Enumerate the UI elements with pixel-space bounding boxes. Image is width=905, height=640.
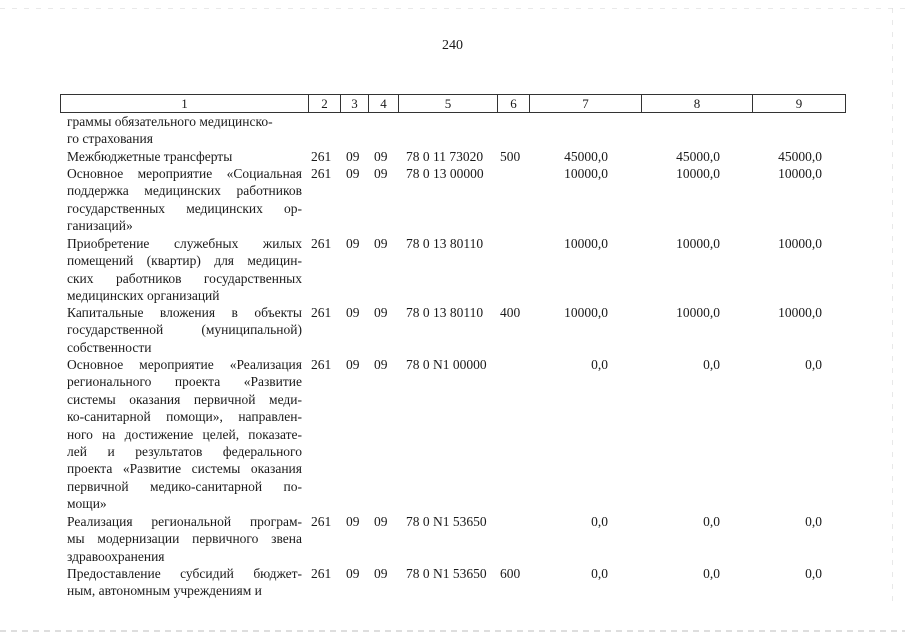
cell-col-4: 09 <box>374 149 388 164</box>
row-description <box>67 565 302 600</box>
column-header-9: 9 <box>752 95 845 112</box>
cell-col-3: 09 <box>346 357 360 372</box>
cell-col-3: 09 <box>346 305 360 320</box>
cell-col-8: 45000,0 <box>676 149 720 164</box>
cell-col-7: 10000,0 <box>564 166 608 181</box>
cell-col-8: 10000,0 <box>676 305 720 320</box>
cell-col-6: 500 <box>500 149 521 164</box>
cell-col-7: 45000,0 <box>564 149 608 164</box>
description-line: Приобретение служебных жилых <box>67 236 302 251</box>
row-description <box>67 235 302 305</box>
cell-col-8: 0,0 <box>703 357 720 372</box>
cell-col-5: 78 0 13 80110 <box>406 236 484 251</box>
description-line: лей и результатов федерального <box>67 444 302 460</box>
description-line: помещений (квартир) для медицин- <box>67 253 302 269</box>
description-line: поддержка медицинских работников <box>67 183 302 199</box>
cell-col-2: 261 <box>311 236 332 251</box>
description-line: Предоставление субсидий бюджет- <box>67 566 302 581</box>
cell-col-7: 10000,0 <box>564 236 608 251</box>
cell-col-9: 10000,0 <box>778 166 822 181</box>
cell-col-4: 09 <box>374 514 388 529</box>
cell-col-9: 10000,0 <box>778 236 822 251</box>
row-description <box>67 356 302 513</box>
cell-col-3: 09 <box>346 566 360 581</box>
cell-col-5: 78 0 N1 53650 <box>406 566 487 581</box>
cell-col-4: 09 <box>374 236 388 251</box>
cell-col-2: 261 <box>311 514 332 529</box>
description-line: собственности <box>67 339 152 355</box>
description-line: мощи» <box>67 496 107 512</box>
cell-col-3: 09 <box>346 236 360 251</box>
description-line: системы оказания первичной меди- <box>67 391 302 407</box>
row-description <box>67 513 302 565</box>
page-number: 240 <box>442 38 463 53</box>
description-line: ного на достижение целей, показате- <box>67 426 302 442</box>
cell-col-2: 261 <box>311 357 332 372</box>
cell-col-2: 261 <box>311 149 332 164</box>
description-line: ганизаций» <box>67 218 133 234</box>
cell-col-6: 400 <box>500 305 521 320</box>
cell-col-7: 0,0 <box>591 566 608 581</box>
description-line: ным, автономным учреждениям и <box>67 583 262 599</box>
column-header-8: 8 <box>641 95 752 112</box>
table-header <box>60 94 846 113</box>
description-line: медицинских организаций <box>67 288 220 304</box>
description-line: государственных медицинских ор- <box>67 200 302 216</box>
cell-col-4: 09 <box>374 357 388 372</box>
cell-col-9: 10000,0 <box>778 305 822 320</box>
description-line: Межбюджетные трансферты <box>67 149 233 164</box>
column-header-6: 6 <box>497 95 529 112</box>
cell-col-3: 09 <box>346 514 360 529</box>
cell-col-2: 261 <box>311 566 332 581</box>
column-header-1: 1 <box>181 96 188 111</box>
cell-col-5: 78 0 N1 53650 <box>406 514 487 529</box>
description-line: государственной (муниципальной) <box>67 322 302 338</box>
row-description <box>67 113 302 148</box>
cell-col-7: 0,0 <box>591 514 608 529</box>
description-line: ских работников государственных <box>67 270 302 286</box>
cell-col-8: 0,0 <box>703 514 720 529</box>
cell-col-9: 0,0 <box>805 566 822 581</box>
row-description <box>67 148 302 165</box>
column-header-5: 5 <box>398 95 497 112</box>
cell-col-5: 78 0 13 00000 <box>406 166 484 181</box>
cell-col-3: 09 <box>346 166 360 181</box>
cell-col-7: 10000,0 <box>564 305 608 320</box>
column-header-3: 3 <box>340 95 368 112</box>
column-header-2: 2 <box>308 95 340 112</box>
cell-col-8: 10000,0 <box>676 236 720 251</box>
cell-col-2: 261 <box>311 166 332 181</box>
column-header-7: 7 <box>529 95 641 112</box>
description-line: проекта «Развитие системы оказания <box>67 461 302 477</box>
cell-col-5: 78 0 N1 00000 <box>406 357 487 372</box>
cell-col-3: 09 <box>346 149 360 164</box>
description-line: го страхования <box>67 131 153 147</box>
cell-col-4: 09 <box>374 305 388 320</box>
description-line: Основное мероприятие «Социальная <box>67 166 302 181</box>
cell-col-2: 261 <box>311 305 332 320</box>
row-description <box>67 165 302 235</box>
cell-col-8: 10000,0 <box>676 166 720 181</box>
description-line: Основное мероприятие «Реализация <box>67 357 302 372</box>
description-line: здравоохранения <box>67 548 165 564</box>
description-line: регионального проекта «Развитие <box>67 374 302 390</box>
cell-col-9: 45000,0 <box>778 149 822 164</box>
column-header-4: 4 <box>368 95 398 112</box>
row-description <box>67 304 302 356</box>
cell-col-6: 600 <box>500 566 521 581</box>
description-line: Капитальные вложения в объекты <box>67 305 302 320</box>
description-line: Реализация региональной програм- <box>67 514 302 529</box>
cell-col-7: 0,0 <box>591 357 608 372</box>
cell-col-9: 0,0 <box>805 514 822 529</box>
description-line: первичной медико-санитарной по- <box>67 478 302 494</box>
cell-col-9: 0,0 <box>805 357 822 372</box>
scan-artifact-top <box>0 8 905 9</box>
description-line: граммы обязательного медицинско- <box>67 114 273 129</box>
description-line: мы модернизации первичного звена <box>67 531 302 547</box>
cell-col-8: 0,0 <box>703 566 720 581</box>
cell-col-4: 09 <box>374 566 388 581</box>
cell-col-4: 09 <box>374 166 388 181</box>
scan-artifact-right <box>892 8 893 608</box>
scan-artifact-bottom <box>0 630 905 632</box>
cell-col-5: 78 0 13 80110 <box>406 305 484 320</box>
description-line: ко-санитарной помощи», направлен- <box>67 409 302 425</box>
cell-col-5: 78 0 11 73020 <box>406 149 484 164</box>
